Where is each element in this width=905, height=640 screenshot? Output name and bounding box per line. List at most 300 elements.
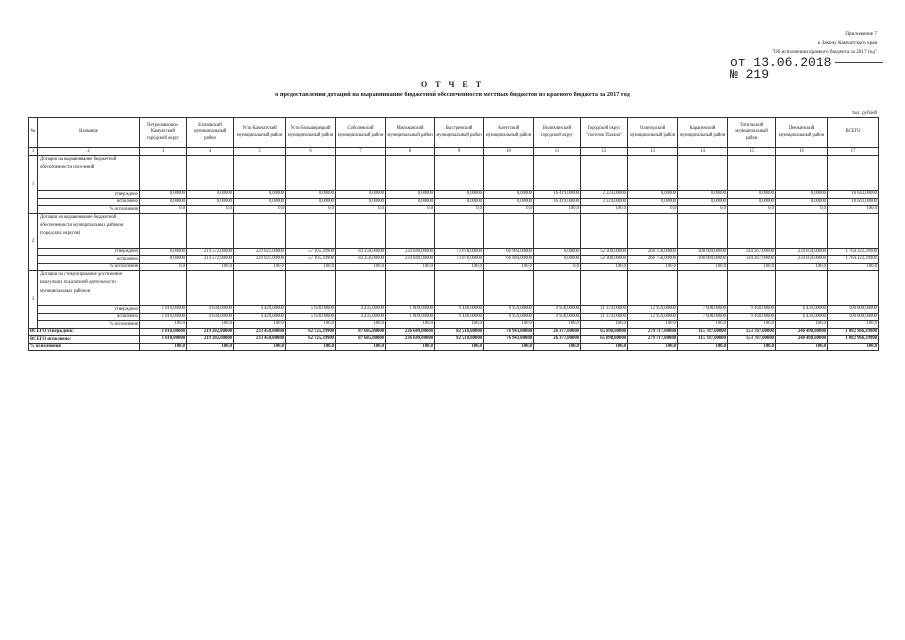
- value-cell: 1 810,00000: [140, 313, 187, 321]
- report-title: О Т Ч Е Т: [420, 80, 485, 89]
- value-cell: 0,0: [435, 206, 484, 214]
- value-cell: 0,00000: [435, 191, 484, 199]
- column-number: 4: [187, 148, 234, 156]
- empty-cell: [187, 213, 234, 248]
- total-row: [29, 343, 879, 351]
- total-value-cell: 82 518,00000: [435, 328, 484, 336]
- empty-cell: [435, 213, 484, 248]
- row-label: % исполнения: [38, 321, 140, 329]
- empty-cell: [484, 213, 534, 248]
- row-label: исполнено: [38, 198, 140, 206]
- value-cell: 12 959,00000: [628, 306, 678, 314]
- empty-cell: [534, 271, 581, 306]
- value-cell: 100,0: [678, 321, 728, 329]
- value-cell: 108 089,00000: [678, 248, 728, 256]
- section-title: Дотации на выравнивание бюджетной обеспеченности муниципальных районов (городских округов): [38, 213, 140, 248]
- column-number: 15: [728, 148, 776, 156]
- column-header: Мильковский муниципальный район: [386, 118, 435, 148]
- stamp-number: № 219: [730, 67, 770, 82]
- total-value-cell: 100,0: [234, 343, 286, 351]
- value-cell: 18 643,00000: [828, 198, 879, 206]
- empty-cell: [435, 271, 484, 306]
- column-header: Усть-Большерецкий муниципальный район: [286, 118, 336, 148]
- total-value-cell: 100,0: [728, 343, 776, 351]
- value-cell: 9 440,00000: [435, 313, 484, 321]
- value-cell: 0,00000: [628, 191, 678, 199]
- empty-cell: [581, 271, 628, 306]
- value-cell: 0,00000: [386, 198, 435, 206]
- value-cell: 66 984,00000: [484, 248, 534, 256]
- value-cell: 16 419,00000: [534, 191, 581, 199]
- total-value-cell: 100,0: [435, 343, 484, 351]
- total-value-cell: 100,0: [776, 343, 828, 351]
- column-number: 16: [776, 148, 828, 156]
- value-cell: 100,0: [386, 263, 435, 271]
- value-cell: 9 958,00000: [534, 313, 581, 321]
- value-cell: 0,00000: [386, 191, 435, 199]
- value-cell: 100,0: [728, 321, 776, 329]
- value-cell: 11 374,00000: [581, 313, 628, 321]
- value-cell: 2 224,00000: [581, 191, 628, 199]
- value-cell: 1 810,00000: [140, 306, 187, 314]
- value-cell: 7 698,00000: [678, 306, 728, 314]
- value-cell: 100,0: [187, 321, 234, 329]
- value-cell: 100,0: [828, 206, 879, 214]
- value-cell: 0,00000: [336, 191, 386, 199]
- value-cell: 234 059,00000: [776, 256, 828, 264]
- value-cell: 0,00000: [234, 191, 286, 199]
- data-row: [29, 313, 879, 321]
- column-header: Пенжинский муниципальный район: [776, 118, 828, 148]
- value-cell: 0,0: [187, 206, 234, 214]
- value-cell: 234 840,00000: [386, 248, 435, 256]
- value-cell: 0,00000: [140, 191, 187, 199]
- value-cell: 4 435,00000: [336, 306, 386, 314]
- column-number: 5: [234, 148, 286, 156]
- appendix-line-2: к Закону Камчатского края: [817, 40, 877, 46]
- value-cell: 100,0: [678, 263, 728, 271]
- empty-cell: [386, 213, 435, 248]
- empty-cell: [336, 271, 386, 306]
- column-header: Петропавловск-Камчатский городской округ: [140, 118, 187, 148]
- empty-cell: [286, 271, 336, 306]
- value-cell: 0,00000: [484, 191, 534, 199]
- empty-cell: [286, 213, 336, 248]
- registration-stamp: [730, 57, 883, 81]
- value-cell: 100,0: [828, 321, 879, 329]
- value-cell: 229 021,00000: [234, 248, 286, 256]
- empty-cell: [140, 156, 187, 191]
- value-cell: 52 300,00000: [581, 256, 628, 264]
- column-number: 9: [435, 148, 484, 156]
- total-value-cell: 236 649,00000: [386, 328, 435, 336]
- empty-cell: [534, 213, 581, 248]
- value-cell: 0,0: [386, 206, 435, 214]
- value-cell: 100,0: [286, 263, 336, 271]
- column-header: Тигильский муниципальный район: [728, 118, 776, 148]
- row-label: утверждено: [38, 306, 140, 314]
- value-cell: 66 984,00000: [484, 256, 534, 264]
- value-cell: 100,0: [628, 263, 678, 271]
- value-cell: 100,0: [140, 321, 187, 329]
- empty-cell: [581, 156, 628, 191]
- column-header: Соболевский муниципальный район: [336, 118, 386, 148]
- value-cell: 52 300,00000: [581, 248, 628, 256]
- value-cell: 100,0: [435, 321, 484, 329]
- total-value-cell: 153 707,00000: [728, 336, 776, 344]
- empty-cell: [484, 271, 534, 306]
- value-cell: 0,00000: [534, 248, 581, 256]
- column-number: 2: [38, 148, 140, 156]
- value-cell: 0,0: [234, 206, 286, 214]
- total-value-cell: 100,0: [484, 343, 534, 351]
- report-table: [28, 117, 879, 351]
- column-number: 10: [484, 148, 534, 156]
- column-header: Быстринский муниципальный район: [435, 118, 484, 148]
- value-cell: 0,00000: [286, 191, 336, 199]
- data-row: [29, 248, 879, 256]
- empty-cell: [234, 271, 286, 306]
- value-cell: 9 440,00000: [728, 313, 776, 321]
- section-number: 2: [29, 213, 38, 271]
- empty-cell: [581, 213, 628, 248]
- value-cell: 9 959,00000: [484, 306, 534, 314]
- value-cell: 2 224,00000: [581, 198, 628, 206]
- value-cell: 5 620,00000: [286, 313, 336, 321]
- total-value-cell: 240 498,00000: [776, 328, 828, 336]
- empty-cell: [386, 156, 435, 191]
- value-cell: 4 435,00000: [336, 313, 386, 321]
- total-value-cell: 1 882 966,39900: [828, 336, 879, 344]
- column-number: 13: [628, 148, 678, 156]
- value-cell: 100,0: [286, 321, 336, 329]
- value-cell: 6 439,00000: [776, 306, 828, 314]
- column-number: 14: [678, 148, 728, 156]
- total-value-cell: 62 725,39900: [286, 328, 336, 336]
- value-cell: 6 439,00000: [776, 313, 828, 321]
- column-number: 8: [386, 148, 435, 156]
- section-number: 1: [29, 156, 38, 214]
- value-cell: 0,00000: [140, 248, 187, 256]
- total-value-cell: 115 787,00000: [678, 336, 728, 344]
- value-cell: 0,0: [140, 206, 187, 214]
- value-cell: 229 021,00000: [234, 256, 286, 264]
- column-header: Елизовский муниципальный район: [187, 118, 234, 148]
- column-number: 3: [140, 148, 187, 156]
- column-number: 17: [828, 148, 879, 156]
- total-label: ВСЕГО утверждено:: [29, 328, 140, 336]
- value-cell: 100,0: [534, 321, 581, 329]
- total-value-cell: 100,0: [286, 343, 336, 351]
- value-cell: 214 572,00000: [187, 248, 234, 256]
- value-cell: 100,0: [234, 321, 286, 329]
- total-value-cell: 100,0: [140, 343, 187, 351]
- total-value-cell: 233 450,00000: [234, 328, 286, 336]
- value-cell: 100 000,00000: [828, 306, 879, 314]
- empty-cell: [678, 271, 728, 306]
- value-cell: 0,0: [140, 263, 187, 271]
- value-cell: 266 758,00000: [628, 256, 678, 264]
- row-label: исполнено: [38, 313, 140, 321]
- empty-cell: [534, 156, 581, 191]
- column-header: Городской округ "поселок Палана": [581, 118, 628, 148]
- empty-cell: [828, 213, 879, 248]
- value-cell: 100,0: [581, 206, 628, 214]
- data-row: [29, 206, 879, 214]
- value-cell: 83 250,00000: [336, 248, 386, 256]
- value-cell: 0,00000: [187, 191, 234, 199]
- total-value-cell: 100,0: [678, 343, 728, 351]
- value-cell: 100,0: [336, 263, 386, 271]
- column-number: 12: [581, 148, 628, 156]
- value-cell: 266 758,00000: [628, 248, 678, 256]
- value-cell: 100,0: [534, 206, 581, 214]
- value-cell: 0,00000: [435, 198, 484, 206]
- value-cell: 100,0: [728, 263, 776, 271]
- total-row: [29, 328, 879, 336]
- value-cell: 4 429,00000: [234, 313, 286, 321]
- value-cell: 73 078,00000: [435, 248, 484, 256]
- column-header: Алеутский муниципальный район: [484, 118, 534, 148]
- value-cell: 144 267,00000: [728, 248, 776, 256]
- empty-cell: [828, 156, 879, 191]
- data-row: [29, 321, 879, 329]
- column-header: Усть-Камчатский муниципальный район: [234, 118, 286, 148]
- column-header: Карагинский муниципальный район: [678, 118, 728, 148]
- data-row: [29, 191, 879, 199]
- empty-cell: [628, 271, 678, 306]
- value-cell: 0,00000: [728, 191, 776, 199]
- data-row: [29, 198, 879, 206]
- total-value-cell: 100,0: [336, 343, 386, 351]
- value-cell: 0,00000: [678, 198, 728, 206]
- value-cell: 144 267,00000: [728, 256, 776, 264]
- value-cell: 100,0: [776, 321, 828, 329]
- value-cell: 1 809,00000: [386, 306, 435, 314]
- total-value-cell: 65 898,00000: [581, 328, 628, 336]
- value-cell: 5 620,00000: [286, 306, 336, 314]
- data-row: [29, 306, 879, 314]
- value-cell: 9 959,00000: [484, 313, 534, 321]
- value-cell: 0,00000: [187, 198, 234, 206]
- total-value-cell: 82 518,00000: [435, 336, 484, 344]
- empty-cell: [678, 156, 728, 191]
- value-cell: 0,00000: [728, 198, 776, 206]
- row-label: % исполнения: [38, 263, 140, 271]
- column-header: Вилючинский городской округ: [534, 118, 581, 148]
- total-value-cell: 76 943,00000: [484, 328, 534, 336]
- value-cell: 57 105,39900: [286, 248, 336, 256]
- row-label: % исполнения: [38, 206, 140, 214]
- total-value-cell: 100,0: [187, 343, 234, 351]
- value-cell: 0,0: [776, 206, 828, 214]
- value-cell: 9 440,00000: [435, 306, 484, 314]
- value-cell: 18 643,00000: [828, 191, 879, 199]
- value-cell: 0,0: [286, 206, 336, 214]
- value-cell: 0,0: [534, 263, 581, 271]
- row-label: утверждено: [38, 248, 140, 256]
- empty-cell: [728, 271, 776, 306]
- column-header: ВСЕГО: [828, 118, 879, 148]
- value-cell: 0,00000: [534, 256, 581, 264]
- value-cell: 9 440,00000: [728, 306, 776, 314]
- empty-cell: [728, 156, 776, 191]
- value-cell: 9 958,00000: [534, 306, 581, 314]
- row-label: исполнено: [38, 256, 140, 264]
- column-header: Олюторский муниципальный район: [628, 118, 678, 148]
- value-cell: 100,0: [628, 321, 678, 329]
- empty-cell: [776, 271, 828, 306]
- value-cell: 0,00000: [140, 198, 187, 206]
- value-cell: 0,00000: [336, 198, 386, 206]
- value-cell: 4 630,00000: [187, 313, 234, 321]
- value-cell: 0,00000: [776, 198, 828, 206]
- value-cell: 0,00000: [776, 191, 828, 199]
- value-cell: 0,0: [728, 206, 776, 214]
- total-value-cell: 233 450,00000: [234, 336, 286, 344]
- empty-cell: [140, 271, 187, 306]
- total-value-cell: 76 943,00000: [484, 336, 534, 344]
- total-value-cell: 115 787,00000: [678, 328, 728, 336]
- value-cell: 214 572,00000: [187, 256, 234, 264]
- value-cell: 0,0: [628, 206, 678, 214]
- data-row: [29, 256, 879, 264]
- empty-cell: [776, 213, 828, 248]
- value-cell: 1 809,00000: [386, 313, 435, 321]
- column-header: №: [29, 118, 38, 148]
- total-value-cell: 100,0: [534, 343, 581, 351]
- total-value-cell: 1 810,00000: [140, 328, 187, 336]
- total-value-cell: 279 717,00000: [628, 336, 678, 344]
- section-title: Дотации на выравнивание бюджетной обеспеченности поселений: [38, 156, 140, 191]
- total-value-cell: 87 685,00000: [336, 328, 386, 336]
- value-cell: 1 764 323,39900: [828, 256, 879, 264]
- value-cell: 4 429,00000: [234, 306, 286, 314]
- section-title-row: [29, 271, 879, 306]
- appendix-line-1: Приложение 7: [845, 31, 877, 37]
- section-title-row: [29, 156, 879, 191]
- section-title-row: [29, 213, 879, 248]
- total-value-cell: 26 377,00000: [534, 336, 581, 344]
- value-cell: 100,0: [581, 321, 628, 329]
- value-cell: 100,0: [581, 263, 628, 271]
- empty-cell: [828, 271, 879, 306]
- total-value-cell: 1 882 966,39900: [828, 328, 879, 336]
- empty-cell: [234, 156, 286, 191]
- empty-cell: [435, 156, 484, 191]
- value-cell: 100,0: [386, 321, 435, 329]
- value-cell: 100,0: [187, 263, 234, 271]
- total-value-cell: 87 685,00000: [336, 336, 386, 344]
- column-number: 1: [29, 148, 38, 156]
- column-header: Название: [38, 118, 140, 148]
- empty-cell: [234, 213, 286, 248]
- column-number: 6: [286, 148, 336, 156]
- value-cell: 100,0: [484, 263, 534, 271]
- appendix-note: [772, 30, 877, 57]
- empty-cell: [336, 213, 386, 248]
- value-cell: 100 000,00000: [828, 313, 879, 321]
- total-value-cell: 219 202,00000: [187, 336, 234, 344]
- column-number-row: [29, 148, 879, 156]
- total-value-cell: 279 717,00000: [628, 328, 678, 336]
- value-cell: 57 105,39900: [286, 256, 336, 264]
- empty-cell: [140, 213, 187, 248]
- total-value-cell: 100,0: [386, 343, 435, 351]
- column-number: 7: [336, 148, 386, 156]
- total-value-cell: 26 377,00000: [534, 328, 581, 336]
- stamp-date: от 13.06.2018: [730, 55, 832, 70]
- value-cell: 100,0: [234, 263, 286, 271]
- value-cell: 0,0: [336, 206, 386, 214]
- data-row: [29, 263, 879, 271]
- total-value-cell: 100,0: [581, 343, 628, 351]
- total-row: [29, 336, 879, 344]
- value-cell: 1 764 323,39900: [828, 248, 879, 256]
- appendix-line-3: "Об исполнении краевого бюджета за 2017 год": [771, 49, 877, 55]
- value-cell: 100,0: [336, 321, 386, 329]
- empty-cell: [286, 156, 336, 191]
- total-label: ВСЕГО исполнено:: [29, 336, 140, 344]
- empty-cell: [187, 271, 234, 306]
- stamp-underline: [835, 62, 883, 63]
- empty-cell: [678, 213, 728, 248]
- column-number: 11: [534, 148, 581, 156]
- row-label: утверждено: [38, 191, 140, 199]
- value-cell: 73 078,00000: [435, 256, 484, 264]
- value-cell: 234 059,00000: [776, 248, 828, 256]
- value-cell: 100,0: [435, 263, 484, 271]
- empty-cell: [187, 156, 234, 191]
- empty-cell: [728, 213, 776, 248]
- total-value-cell: 65 898,00000: [581, 336, 628, 344]
- value-cell: 0,00000: [234, 198, 286, 206]
- total-value-cell: 153 707,00000: [728, 328, 776, 336]
- value-cell: 100,0: [484, 321, 534, 329]
- report-subtitle: о предоставлении дотаций на выравнивание бюджетной обеспеченности местных бюджетов из краевого бюджета за 2017 год: [275, 91, 630, 98]
- empty-cell: [484, 156, 534, 191]
- value-cell: 83 250,00000: [336, 256, 386, 264]
- section-title: Дотации на стимулирование достижения наилучших показателей деятельности муниципальных районов: [38, 271, 140, 306]
- value-cell: 108 089,00000: [678, 256, 728, 264]
- value-cell: 0,00000: [140, 256, 187, 264]
- empty-cell: [628, 156, 678, 191]
- total-value-cell: 62 725,39900: [286, 336, 336, 344]
- value-cell: 16 419,00000: [534, 198, 581, 206]
- total-value-cell: 1 810,00000: [140, 336, 187, 344]
- value-cell: 12 959,00000: [628, 313, 678, 321]
- empty-cell: [386, 271, 435, 306]
- total-value-cell: 100,0: [828, 343, 879, 351]
- value-cell: 11 374,00000: [581, 306, 628, 314]
- value-cell: 234 840,00000: [386, 256, 435, 264]
- total-value-cell: 240 498,00000: [776, 336, 828, 344]
- value-cell: 100,0: [776, 263, 828, 271]
- value-cell: 0,00000: [484, 198, 534, 206]
- value-cell: 0,00000: [628, 198, 678, 206]
- empty-cell: [776, 156, 828, 191]
- section-number: 3: [29, 271, 38, 329]
- value-cell: 4 630,00000: [187, 306, 234, 314]
- value-cell: 0,0: [484, 206, 534, 214]
- empty-cell: [628, 213, 678, 248]
- value-cell: 0,0: [678, 206, 728, 214]
- value-cell: 0,00000: [286, 198, 336, 206]
- value-cell: 100,0: [828, 263, 879, 271]
- units-label: тыс. рублей: [852, 111, 877, 116]
- total-value-cell: 100,0: [628, 343, 678, 351]
- header-row: [29, 118, 879, 148]
